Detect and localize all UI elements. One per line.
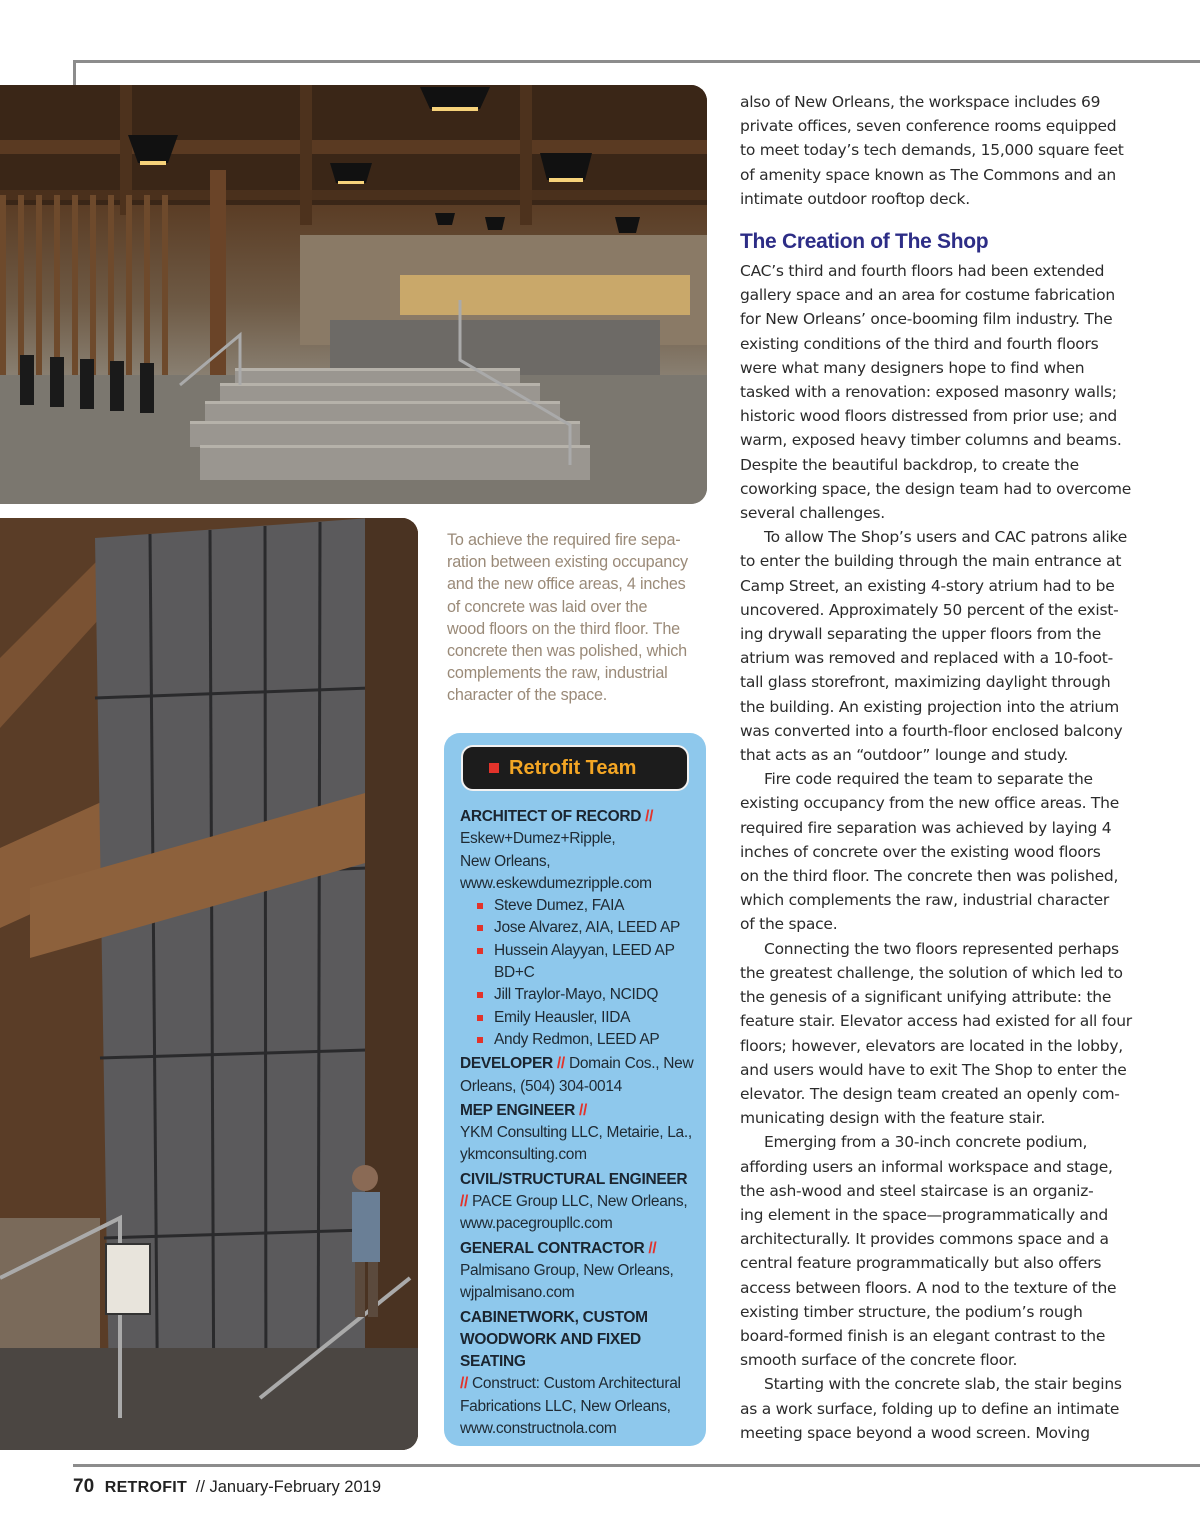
text-line: the ash-wood and steel staircase is an organiz-: [740, 1181, 1094, 1200]
member-name: Andy Redmon, LEED AP: [494, 1030, 660, 1048]
team-entry-gc: [460, 1238, 696, 1305]
text-line: Connecting the two floors represented perhaps: [764, 939, 1119, 958]
text-line: several challenges.: [740, 504, 885, 523]
entry-line: ykmconsulting.com: [460, 1146, 587, 1164]
text-line: and users would have to exit The Shop to enter the: [740, 1060, 1127, 1079]
paragraph: [740, 1372, 1132, 1445]
team-entry-architect: [460, 806, 696, 1051]
text-line: central feature programmatically but also offers: [740, 1254, 1102, 1273]
text-line: the greatest challenge, the solution of which led to: [740, 963, 1123, 982]
entry-line: Palmisano Group, New Orleans,: [460, 1261, 674, 1279]
caption-line: and the new office areas, 4 inches: [447, 575, 686, 594]
caption-line: complements the raw, industrial: [447, 664, 668, 683]
text-line: board-formed finish is an elegant contrast to the: [740, 1326, 1106, 1345]
photo-illustration-2: [0, 518, 418, 1450]
paragraph: [740, 259, 1132, 525]
caption-line: character of the space.: [447, 686, 608, 705]
entry-line: www.pacegroupllc.com: [460, 1215, 613, 1233]
text-line: tall glass storefront, maximizing daylight through: [740, 673, 1111, 692]
text-line: access between floors. A nod to the texture of the: [740, 1278, 1117, 1297]
list-item: [476, 984, 696, 1006]
role-label-cont: WOODWORK AND FIXED SEATING: [460, 1330, 641, 1371]
red-square-icon: [489, 763, 499, 773]
member-name: Emily Heausler, IIDA: [494, 1008, 631, 1026]
separator: //: [648, 1239, 657, 1257]
text-line: required fire separation was achieved by laying 4: [740, 818, 1112, 837]
entry-line: Orleans, (504) 304-0014: [460, 1077, 622, 1095]
list-item: [476, 1029, 696, 1051]
text-line: gallery space and an area for costume fabrication: [740, 286, 1115, 305]
member-name: Jill Traylor-Mayo, NCIDQ: [494, 986, 659, 1004]
text-line: ing drywall separating the upper floors from the: [740, 625, 1102, 644]
text-line: on the third floor. The concrete then was polished,: [740, 867, 1119, 886]
entry-line: PACE Group LLC, New Orleans,: [472, 1193, 688, 1211]
list-item: [476, 1007, 696, 1029]
text-line: meeting space beyond a wood screen. Moving: [740, 1423, 1090, 1442]
text-line: as a work surface, folding up to define an intimate: [740, 1399, 1120, 1418]
entry-line: YKM Consulting LLC, Metairie, La.,: [460, 1124, 692, 1142]
text-line: the genesis of a significant unifying attribute: the: [740, 988, 1112, 1007]
team-entry-cabinetwork: [460, 1307, 696, 1441]
entry-line: Eskew+Dumez+Ripple,: [460, 830, 616, 848]
text-line: historic wood floors distressed from prior use; and: [740, 407, 1118, 426]
page-frame-top: [73, 60, 1200, 63]
role-label: CIVIL/STRUCTURAL ENGINEER: [460, 1170, 688, 1188]
text-line: uncovered. Approximately 50 percent of the exist-: [740, 600, 1119, 619]
text-line: Camp Street, an existing 4-story atrium had to be: [740, 576, 1115, 595]
member-name-cont: BD+C: [494, 964, 535, 982]
text-line: to meet today’s tech demands, 15,000 square feet: [740, 141, 1124, 160]
text-line: of amenity space known as The Commons and an: [740, 165, 1116, 184]
caption-line: concrete then was polished, which: [447, 642, 687, 661]
role-label: CABINETWORK, CUSTOM: [460, 1308, 648, 1326]
member-name: Hussein Alayyan, LEED AP: [494, 941, 675, 959]
entry-line: New Orleans,: [460, 852, 551, 870]
issue-date: // January-February 2019: [195, 1478, 381, 1496]
text-line: affording users an informal workspace and stage,: [740, 1157, 1113, 1176]
magazine-name: RETROFIT: [104, 1479, 188, 1496]
role-label: DEVELOPER: [460, 1055, 553, 1073]
list-item: [476, 917, 696, 939]
page-number: 70: [73, 1476, 95, 1497]
text-line: Fire code required the team to separate the: [764, 770, 1093, 789]
article-text-top: [740, 90, 1132, 211]
photo-illustration: [0, 85, 707, 504]
separator: //: [460, 1193, 469, 1211]
entry-line: Fabrications LLC, New Orleans,: [460, 1397, 671, 1415]
photo-caption: [447, 529, 709, 707]
caption-line: ration between existing occupancy: [447, 553, 688, 572]
text-line: Starting with the concrete slab, the stair begins: [764, 1375, 1122, 1394]
team-entry-developer: [460, 1053, 696, 1098]
text-line: smooth surface of the concrete floor.: [740, 1351, 1018, 1370]
text-line: feature stair. Elevator access had existed for all four: [740, 1012, 1132, 1031]
list-item: [476, 940, 696, 985]
text-line: existing occupancy from the new office areas. The: [740, 794, 1120, 813]
retrofit-team-title: [461, 745, 689, 791]
separator: //: [556, 1055, 565, 1073]
list-item: [476, 895, 696, 917]
text-line: atrium was removed and replaced with a 10-foot-: [740, 649, 1113, 668]
text-line: which complements the raw, industrial character: [740, 891, 1109, 910]
text-line: private offices, seven conference rooms equipped: [740, 117, 1117, 136]
text-line: was converted into a fourth-floor enclosed balcony: [740, 721, 1123, 740]
entry-line: Domain Cos., New: [568, 1055, 694, 1073]
separator: //: [645, 808, 654, 825]
team-entry-civil: [460, 1169, 696, 1236]
text-line: CAC’s third and fourth floors had been extended: [740, 262, 1105, 280]
member-name: Jose Alvarez, AIA, LEED AP: [494, 919, 681, 937]
entry-line: www.constructnola.com: [460, 1420, 617, 1438]
team-title-text: Retrofit Team: [509, 756, 637, 779]
entry-line: Construct: Custom Architectural: [472, 1375, 681, 1393]
interior-photo-stairs: [0, 85, 707, 504]
text-line: Emerging from a 30-inch concrete podium,: [764, 1133, 1088, 1152]
text-line: for New Orleans’ once-booming film industry. The: [740, 310, 1113, 329]
retrofit-team-list: [460, 806, 696, 1440]
text-line: elevator. The design team created an openly com-: [740, 1084, 1120, 1103]
text-line: to enter the building through the main entrance at: [740, 552, 1122, 571]
caption-line: To achieve the required fire sepa-: [447, 531, 681, 549]
text-line: inches of concrete over the existing wood floors: [740, 842, 1101, 861]
team-entry-mep: [460, 1100, 696, 1167]
text-line: existing timber structure, the podium’s rough: [740, 1302, 1083, 1321]
paragraph: [740, 525, 1132, 767]
section-heading: The Creation of The Shop: [740, 230, 989, 253]
architect-members: [460, 895, 696, 1051]
text-line: existing conditions of the third and fourth floors: [740, 334, 1099, 353]
text-line: tasked with a renovation: exposed masonry walls;: [740, 383, 1117, 402]
paragraph: [740, 937, 1132, 1131]
text-line: To allow The Shop’s users and CAC patrons alike: [764, 528, 1127, 547]
page-footer: [73, 1476, 381, 1498]
text-line: also of New Orleans, the workspace includes 69: [740, 93, 1101, 111]
text-line: were what many designers hope to find when: [740, 358, 1085, 377]
paragraph: [740, 1130, 1132, 1372]
interior-photo-glass-shaft: [0, 518, 418, 1450]
member-name: Steve Dumez, FAIA: [494, 897, 625, 915]
page-frame-left: [73, 60, 76, 86]
article-body: [740, 259, 1132, 1445]
text-line: architecturally. It provides commons space and a: [740, 1230, 1109, 1249]
separator: //: [579, 1101, 588, 1119]
text-line: warm, exposed heavy timber columns and beams.: [740, 431, 1122, 450]
text-line: municating design with the feature stair.: [740, 1109, 1046, 1128]
text-line: ing element in the space—programmatically and: [740, 1205, 1108, 1224]
text-line: that acts as an “outdoor” lounge and study.: [740, 746, 1069, 765]
role-label: GENERAL CONTRACTOR: [460, 1239, 645, 1257]
paragraph: [740, 767, 1132, 936]
page-frame-bottom: [73, 1464, 1200, 1467]
text-line: the building. An existing projection into the atrium: [740, 697, 1119, 716]
caption-line: of concrete was laid over the: [447, 597, 648, 616]
entry-line: wjpalmisano.com: [460, 1284, 575, 1302]
text-line: intimate outdoor rooftop deck.: [740, 189, 970, 208]
entry-line: www.eskewdumezripple.com: [460, 874, 652, 892]
text-line: floors; however, elevators are located in the lobby,: [740, 1036, 1123, 1055]
text-line: Despite the beautiful backdrop, to create the: [740, 455, 1079, 474]
text-line: coworking space, the design team had to overcome: [740, 479, 1132, 498]
role-label: MEP ENGINEER: [460, 1101, 575, 1119]
separator: //: [460, 1375, 469, 1393]
role-label: ARCHITECT OF RECORD: [460, 808, 642, 825]
text-line: of the space.: [740, 915, 838, 934]
caption-line: wood floors on the third floor. The: [447, 619, 680, 638]
